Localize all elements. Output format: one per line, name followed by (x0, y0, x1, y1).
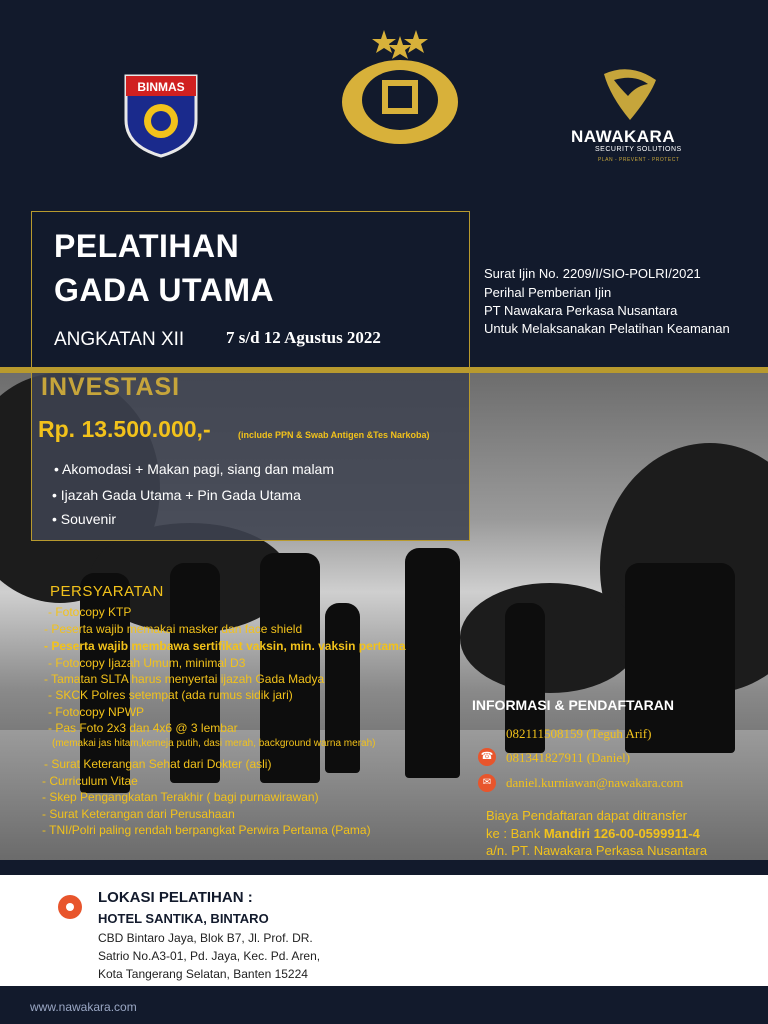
bank-info-line-3: a/n. PT. Nawakara Perkasa Nusantara (486, 843, 708, 858)
info-title: INFORMASI & PENDAFTARAN (472, 697, 674, 713)
requirement-item: - Fotocopy KTP (48, 605, 132, 619)
requirement-item: - SKCK Polres setempat (ada rumus sidik jari) (48, 688, 293, 702)
svg-text:BINMAS: BINMAS (137, 80, 185, 94)
hotel-name: HOTEL SANTIKA, BINTARO (98, 911, 269, 926)
requirement-item: - Fotocopy Ijazah Umum, minimal D3 (48, 656, 246, 670)
investment-item: • Ijazah Gada Utama + Pin Gada Utama (52, 487, 301, 503)
training-dates: 7 s/d 12 Agustus 2022 (226, 328, 381, 347)
title-box (31, 211, 470, 368)
requirement-item: - Pas Foto 2x3 dan 4x6 @ 3 lembar (48, 721, 238, 735)
nawakara-name: NAWAKARA (571, 127, 676, 146)
price: Rp. 13.500.000,- (38, 416, 211, 442)
location-pin-dot (66, 903, 74, 911)
email-icon: ✉ (478, 774, 496, 792)
investment-item: • Akomodasi + Makan pagi, siang dan malam (54, 461, 334, 477)
requirement-item: - Surat Keterangan dari Perusahaan (42, 807, 235, 821)
license-company: PT Nawakara Perkasa Nusantara (484, 303, 678, 318)
requirement-item: - Peserta wajib membawa sertifikat vaksin, min. vaksin pertama (44, 639, 406, 653)
nawakara-logo (600, 66, 660, 122)
batch-label: ANGKATAN XII (54, 329, 185, 350)
license-number: Surat Ijin No. 2209/I/SIO-POLRI/2021 (484, 266, 701, 281)
nawakara-tagline: PLAN - PREVENT - PROTECT (598, 157, 680, 163)
license-purpose: Untuk Melaksanakan Pelatihan Keamanan (484, 321, 730, 336)
price-note: (include PPN & Swab Antigen &Tes Narkoba) (238, 430, 430, 440)
bank-info-line-1: Biaya Pendaftaran dapat ditransfer (486, 808, 687, 823)
requirement-item: - Peserta wajib memakai masker dan face shield (44, 622, 303, 636)
address-line: Satrio No.A3-01, Pd. Jaya, Kec. Pd. Aren, (98, 949, 321, 963)
requirement-item: - Surat Keterangan Sehat dari Dokter (asli) (44, 757, 272, 771)
bank-account: Mandiri 126-00-0599911-4 (543, 826, 700, 841)
phone-number-2[interactable]: 081341827911 (Daniel) (506, 750, 631, 765)
phone-number-1[interactable]: 082111508159 (Teguh Arif) (506, 726, 652, 741)
requirement-item: - Curriculum Vitae (42, 774, 138, 788)
requirements-title: PERSYARATAN (50, 583, 164, 600)
investment-box (31, 373, 470, 541)
investment-item: • Souvenir (52, 511, 117, 527)
investment-title: INVESTASI (41, 373, 181, 401)
location-title: LOKASI PELATIHAN : (98, 889, 253, 906)
license-subject: Perihal Pemberian Ijin (484, 285, 612, 300)
title-line-1: PELATIHAN (54, 228, 240, 264)
website-link[interactable]: www.nawakara.com (30, 1000, 137, 1014)
bank-info-line-2 (486, 826, 700, 841)
requirement-item: - Skep Pengangkatan Terakhir ( bagi purnawirawan) (42, 790, 319, 804)
requirement-note: (memakai jas hitam,kemeja putih, dasi merah, background warna merah) (52, 738, 376, 749)
requirement-item: - Tamatan SLTA harus menyertai ijazah Gada Madya (44, 672, 325, 686)
requirement-item: - TNI/Polri paling rendah berpangkat Perwira Pertama (Pama) (42, 823, 371, 837)
binmas-logo (122, 72, 200, 158)
address-line: CBD Bintaro Jaya, Blok B7, Jl. Prof. DR. (98, 931, 313, 945)
phone-icon: ☎ (478, 748, 496, 766)
bank-prefix: ke : Bank (486, 826, 544, 841)
address-line: Kota Tangerang Selatan, Banten 15224 (98, 967, 308, 981)
polri-emblem (338, 28, 462, 146)
email-address[interactable]: daniel.kurniawan@nawakara.com (506, 775, 684, 790)
requirement-item: - Fotocopy NPWP (48, 705, 145, 719)
title-line-2: GADA UTAMA (54, 272, 275, 308)
nawakara-subtitle: SECURITY SOLUTIONS (595, 146, 682, 153)
